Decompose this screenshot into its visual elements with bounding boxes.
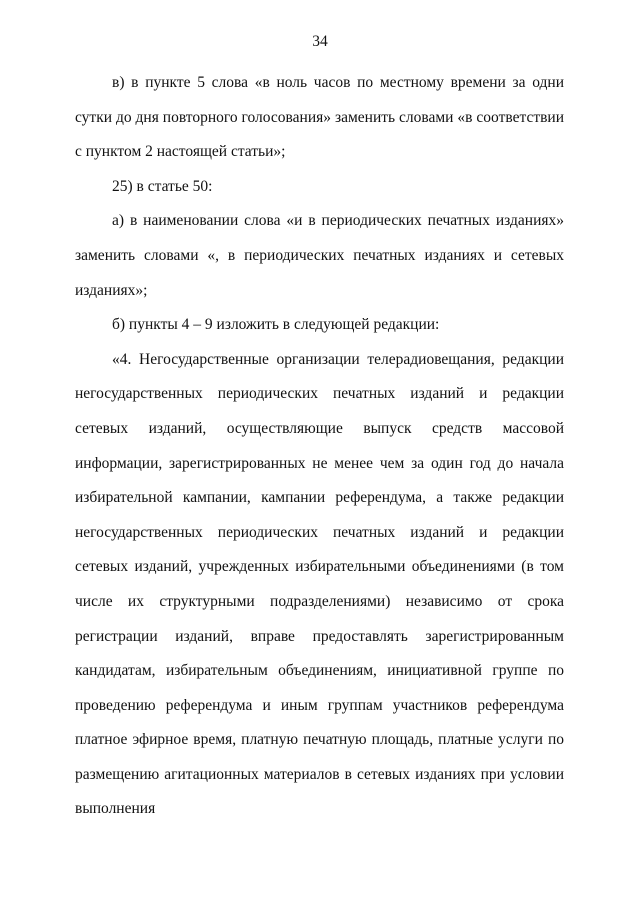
paragraph-item-25: 25) в статье 50: xyxy=(112,177,213,195)
paragraph-point-4: «4. Негосударственные организации телерадиовещания, редакции негосударственных периодических печатных изданий и редакции сетевых изданий, осуществляющие выпуск средств массовой информации, зарегистрированных не менее чем за один год до начала избирательной кампании, кампании референдума, а также редакции негосударственных периодических печатных изданий и редакции сетевых изданий, учрежденных избирательными объединениями (в том числе их структурными подразделениями) независимо от срока регистрации изданий, вправе предоставлять зарегистрированным кандидатам, избирательным объединениям, инициативной группе по проведению референдума и иным группам участников референдума платное эфирное время, платную печатную площадь, платные услуги по размещению агитационных материалов в сетевых изданиях при условии выполнения xyxy=(75,350,564,818)
page-number: 34 xyxy=(312,33,328,50)
document-body xyxy=(75,66,564,827)
paragraph-amendment-b: б) пункты 4 – 9 изложить в следующей редакции: xyxy=(112,316,440,334)
paragraph-amendment-a: а) в наименовании слова «и в периодических печатных изданиях» заменить словами «, в периодических печатных изданиях и сетевых изданиях»; xyxy=(75,212,564,299)
paragraph-amendment-v: в) в пункте 5 слова «в ноль часов по местному времени за одни сутки до дня повторного голосования» заменить словами «в соответствии с пунктом 2 настоящей статьи»; xyxy=(75,74,564,161)
